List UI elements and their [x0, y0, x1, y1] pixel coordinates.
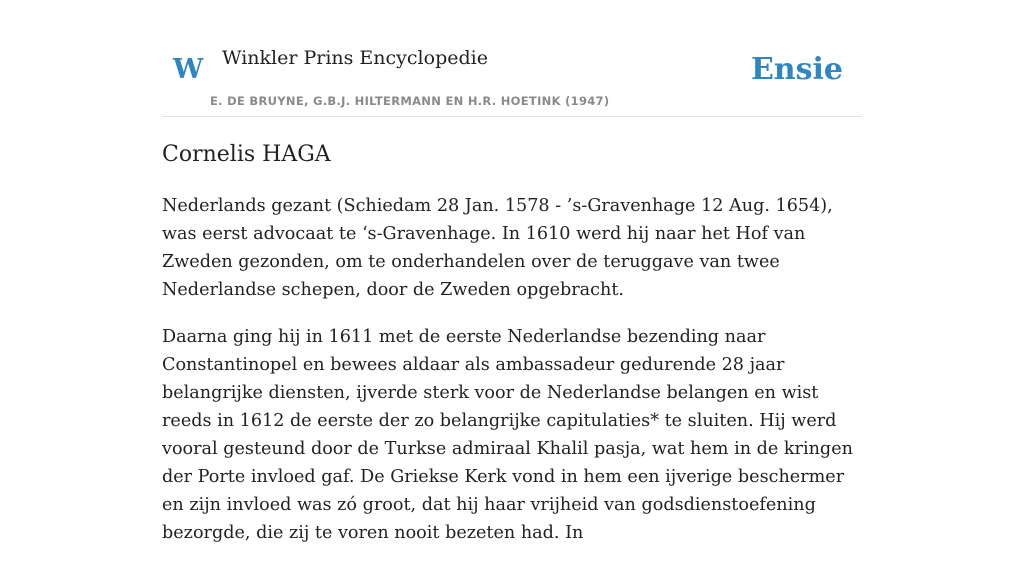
article-paragraph: Daarna ging hij in 1611 met de eerste Nederlandse bezending naar Constantinopel en bewees aldaar als ambassadeur gedurende 28 jaar belangrijke diensten, ijverde sterk voor de Nederlandse belangen en wist reeds in 1612 de eerste der zo belangrijke capitulaties* te sluiten. Hij werd vooral gesteund door de Turkse admiraal Khalil pasja, wat hem in de kringen der Porte invloed gaf. De Griekse Kerk vond in hem een ijverige beschermer en zijn invloed was zó groot, dat hij haar vrijheid van godsdienstoefening bezorgde, die zij te voren nooit bezeten had. In	[162, 327, 853, 543]
publication-logo-icon[interactable]: W	[173, 54, 204, 85]
article-title: Cornelis HAGA	[162, 142, 331, 167]
publication-title-link[interactable]: Winkler Prins Encyclopedie	[222, 47, 488, 69]
site-header	[162, 0, 862, 117]
publication-authors: E. DE BRUYNE, G.B.J. HILTERMANN EN H.R. HOETINK (1947)	[210, 94, 610, 108]
article-paragraph: Nederlands gezant (Schiedam 28 Jan. 1578 - ’s-Gravenhage 12 Aug. 1654), was eerst advocaat te ‘s-Gravenhage. In 1610 werd hij naar het Hof van Zweden gezonden, om te onderhandelen over de teruggave van twee Nederlandse schepen, door de Zweden opgebracht.	[162, 196, 833, 300]
article-body	[162, 192, 866, 566]
ensie-brand-logo[interactable]: Ensie	[750, 52, 843, 87]
